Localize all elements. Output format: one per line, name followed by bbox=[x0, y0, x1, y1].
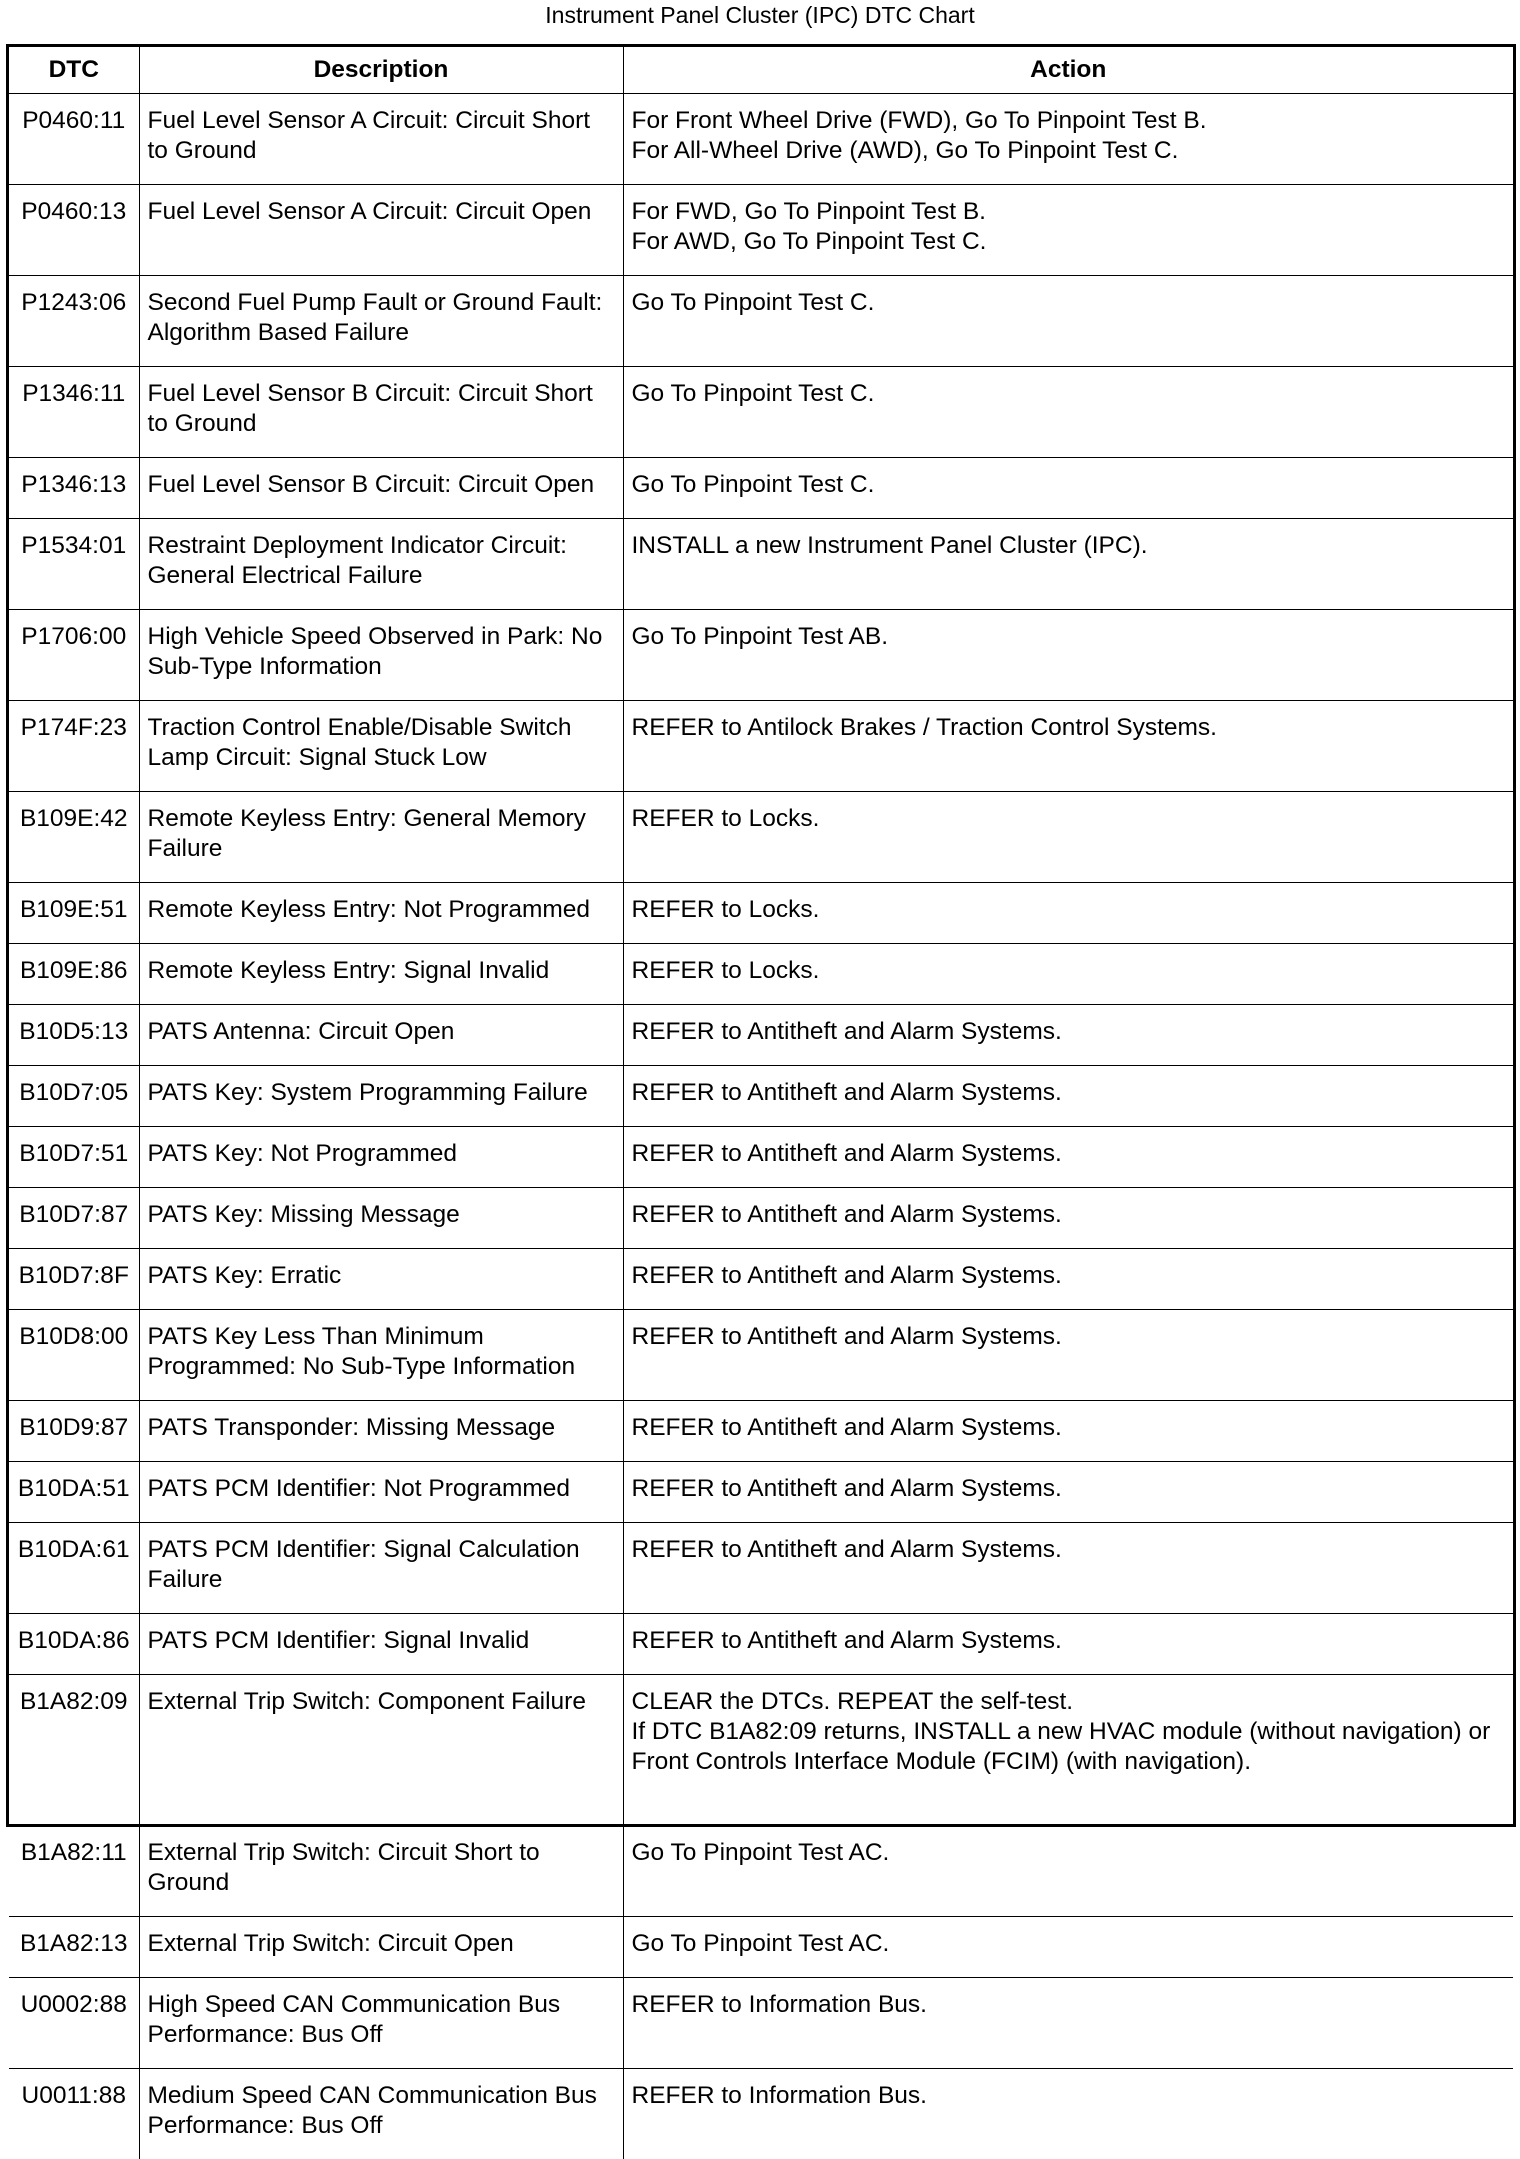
table-row bbox=[9, 792, 1513, 883]
dtc-code: B109E:86 bbox=[9, 944, 139, 1005]
dtc-action: REFER to Antitheft and Alarm Systems. bbox=[623, 1249, 1513, 1310]
dtc-action: REFER to Locks. bbox=[623, 883, 1513, 944]
table-row bbox=[9, 883, 1513, 944]
table-row bbox=[9, 519, 1513, 610]
dtc-description: PATS Key: Not Programmed bbox=[139, 1127, 623, 1188]
dtc-description: Restraint Deployment Indicator Circuit: General Electrical Failure bbox=[139, 519, 623, 610]
table-row bbox=[9, 276, 1513, 367]
dtc-description: High Vehicle Speed Observed in Park: No Sub-Type Information bbox=[139, 610, 623, 701]
column-header-dtc: DTC bbox=[9, 47, 139, 94]
table-row bbox=[9, 1310, 1513, 1401]
dtc-action: REFER to Antitheft and Alarm Systems. bbox=[623, 1614, 1513, 1675]
dtc-description: PATS PCM Identifier: Signal Invalid bbox=[139, 1614, 623, 1675]
dtc-action: Go To Pinpoint Test AB. bbox=[623, 610, 1513, 701]
dtc-description: Second Fuel Pump Fault or Ground Fault: Algorithm Based Failure bbox=[139, 276, 623, 367]
dtc-description: PATS Transponder: Missing Message bbox=[139, 1401, 623, 1462]
dtc-code: B10D7:8F bbox=[9, 1249, 139, 1310]
dtc-description: Medium Speed CAN Communication Bus Performance: Bus Off bbox=[139, 2069, 623, 2159]
table-row bbox=[9, 1675, 1513, 1826]
dtc-description: PATS Key: System Programming Failure bbox=[139, 1066, 623, 1127]
dtc-code: B10D7:51 bbox=[9, 1127, 139, 1188]
dtc-action: Go To Pinpoint Test AC. bbox=[623, 1917, 1513, 1978]
dtc-action: Go To Pinpoint Test AC. bbox=[623, 1826, 1513, 1917]
dtc-description: PATS Antenna: Circuit Open bbox=[139, 1005, 623, 1066]
table-row bbox=[9, 458, 1513, 519]
table-row bbox=[9, 1978, 1513, 2069]
table-row bbox=[9, 185, 1513, 276]
dtc-description: Fuel Level Sensor A Circuit: Circuit Open bbox=[139, 185, 623, 276]
dtc-action: For Front Wheel Drive (FWD), Go To Pinpoint Test B. For All-Wheel Drive (AWD), Go To Pinpoint Test C. bbox=[623, 94, 1513, 185]
dtc-action: For FWD, Go To Pinpoint Test B. For AWD, Go To Pinpoint Test C. bbox=[623, 185, 1513, 276]
dtc-code: B109E:42 bbox=[9, 792, 139, 883]
dtc-description: External Trip Switch: Circuit Short to Ground bbox=[139, 1826, 623, 1917]
dtc-action: REFER to Locks. bbox=[623, 944, 1513, 1005]
dtc-code: B1A82:11 bbox=[9, 1826, 139, 1917]
table-row bbox=[9, 1249, 1513, 1310]
table-row bbox=[9, 1066, 1513, 1127]
dtc-description: PATS PCM Identifier: Signal Calculation Failure bbox=[139, 1523, 623, 1614]
dtc-description: External Trip Switch: Component Failure bbox=[139, 1675, 623, 1826]
dtc-code: B1A82:09 bbox=[9, 1675, 139, 1826]
dtc-action: REFER to Antitheft and Alarm Systems. bbox=[623, 1462, 1513, 1523]
dtc-code: B10D8:00 bbox=[9, 1310, 139, 1401]
dtc-action: REFER to Information Bus. bbox=[623, 2069, 1513, 2159]
dtc-code: B1A82:13 bbox=[9, 1917, 139, 1978]
dtc-code: B10D9:87 bbox=[9, 1401, 139, 1462]
dtc-description: PATS Key: Missing Message bbox=[139, 1188, 623, 1249]
dtc-action: REFER to Antitheft and Alarm Systems. bbox=[623, 1523, 1513, 1614]
table-row bbox=[9, 1127, 1513, 1188]
table-row bbox=[9, 94, 1513, 185]
dtc-description: Remote Keyless Entry: Signal Invalid bbox=[139, 944, 623, 1005]
dtc-description: PATS Key Less Than Minimum Programmed: No Sub-Type Information bbox=[139, 1310, 623, 1401]
table-row bbox=[9, 2069, 1513, 2159]
dtc-code: P0460:11 bbox=[9, 94, 139, 185]
dtc-action: REFER to Antitheft and Alarm Systems. bbox=[623, 1005, 1513, 1066]
dtc-description: PATS PCM Identifier: Not Programmed bbox=[139, 1462, 623, 1523]
dtc-table bbox=[9, 47, 1513, 2159]
dtc-action: REFER to Locks. bbox=[623, 792, 1513, 883]
dtc-code: P1534:01 bbox=[9, 519, 139, 610]
dtc-action: Go To Pinpoint Test C. bbox=[623, 276, 1513, 367]
dtc-action: REFER to Antilock Brakes / Traction Control Systems. bbox=[623, 701, 1513, 792]
table-row bbox=[9, 944, 1513, 1005]
dtc-code: P174F:23 bbox=[9, 701, 139, 792]
dtc-code: P0460:13 bbox=[9, 185, 139, 276]
dtc-action: REFER to Antitheft and Alarm Systems. bbox=[623, 1066, 1513, 1127]
dtc-description: External Trip Switch: Circuit Open bbox=[139, 1917, 623, 1978]
table-row bbox=[9, 1005, 1513, 1066]
dtc-action: REFER to Antitheft and Alarm Systems. bbox=[623, 1310, 1513, 1401]
table-row bbox=[9, 1614, 1513, 1675]
table-row bbox=[9, 701, 1513, 792]
dtc-code: B10DA:61 bbox=[9, 1523, 139, 1614]
dtc-action: CLEAR the DTCs. REPEAT the self-test. If DTC B1A82:09 returns, INSTALL a new HVAC module (without navigation) or Front Controls Interface Module (FCIM) (with navigation). bbox=[623, 1675, 1513, 1826]
dtc-code: B10D7:05 bbox=[9, 1066, 139, 1127]
dtc-code: B109E:51 bbox=[9, 883, 139, 944]
dtc-description: Remote Keyless Entry: Not Programmed bbox=[139, 883, 623, 944]
dtc-action: INSTALL a new Instrument Panel Cluster (IPC). bbox=[623, 519, 1513, 610]
table-row bbox=[9, 1917, 1513, 1978]
dtc-description: Traction Control Enable/Disable Switch Lamp Circuit: Signal Stuck Low bbox=[139, 701, 623, 792]
table-header-row bbox=[9, 47, 1513, 94]
dtc-description: Remote Keyless Entry: General Memory Failure bbox=[139, 792, 623, 883]
dtc-code: B10DA:86 bbox=[9, 1614, 139, 1675]
dtc-code: B10DA:51 bbox=[9, 1462, 139, 1523]
dtc-action: REFER to Antitheft and Alarm Systems. bbox=[623, 1188, 1513, 1249]
table-row bbox=[9, 367, 1513, 458]
dtc-description: High Speed CAN Communication Bus Performance: Bus Off bbox=[139, 1978, 623, 2069]
dtc-code: P1706:00 bbox=[9, 610, 139, 701]
dtc-code: B10D5:13 bbox=[9, 1005, 139, 1066]
dtc-action: REFER to Antitheft and Alarm Systems. bbox=[623, 1401, 1513, 1462]
table-row bbox=[9, 1523, 1513, 1614]
dtc-code: U0002:88 bbox=[9, 1978, 139, 2069]
dtc-chart-table bbox=[6, 44, 1516, 1827]
table-row bbox=[9, 1188, 1513, 1249]
table-row bbox=[9, 1826, 1513, 1917]
dtc-description: Fuel Level Sensor B Circuit: Circuit Open bbox=[139, 458, 623, 519]
dtc-code: U0011:88 bbox=[9, 2069, 139, 2159]
column-header-description: Description bbox=[139, 47, 623, 94]
column-header-action: Action bbox=[623, 47, 1513, 94]
dtc-action: Go To Pinpoint Test C. bbox=[623, 458, 1513, 519]
dtc-code: P1243:06 bbox=[9, 276, 139, 367]
dtc-action: REFER to Information Bus. bbox=[623, 1978, 1513, 2069]
dtc-action: REFER to Antitheft and Alarm Systems. bbox=[623, 1127, 1513, 1188]
dtc-description: PATS Key: Erratic bbox=[139, 1249, 623, 1310]
dtc-code: P1346:11 bbox=[9, 367, 139, 458]
dtc-description: Fuel Level Sensor B Circuit: Circuit Short to Ground bbox=[139, 367, 623, 458]
document-title: Instrument Panel Cluster (IPC) DTC Chart bbox=[0, 0, 1520, 30]
dtc-code: P1346:13 bbox=[9, 458, 139, 519]
table-row bbox=[9, 1401, 1513, 1462]
dtc-description: Fuel Level Sensor A Circuit: Circuit Short to Ground bbox=[139, 94, 623, 185]
table-row bbox=[9, 1462, 1513, 1523]
dtc-code: B10D7:87 bbox=[9, 1188, 139, 1249]
dtc-action: Go To Pinpoint Test C. bbox=[623, 367, 1513, 458]
table-row bbox=[9, 610, 1513, 701]
